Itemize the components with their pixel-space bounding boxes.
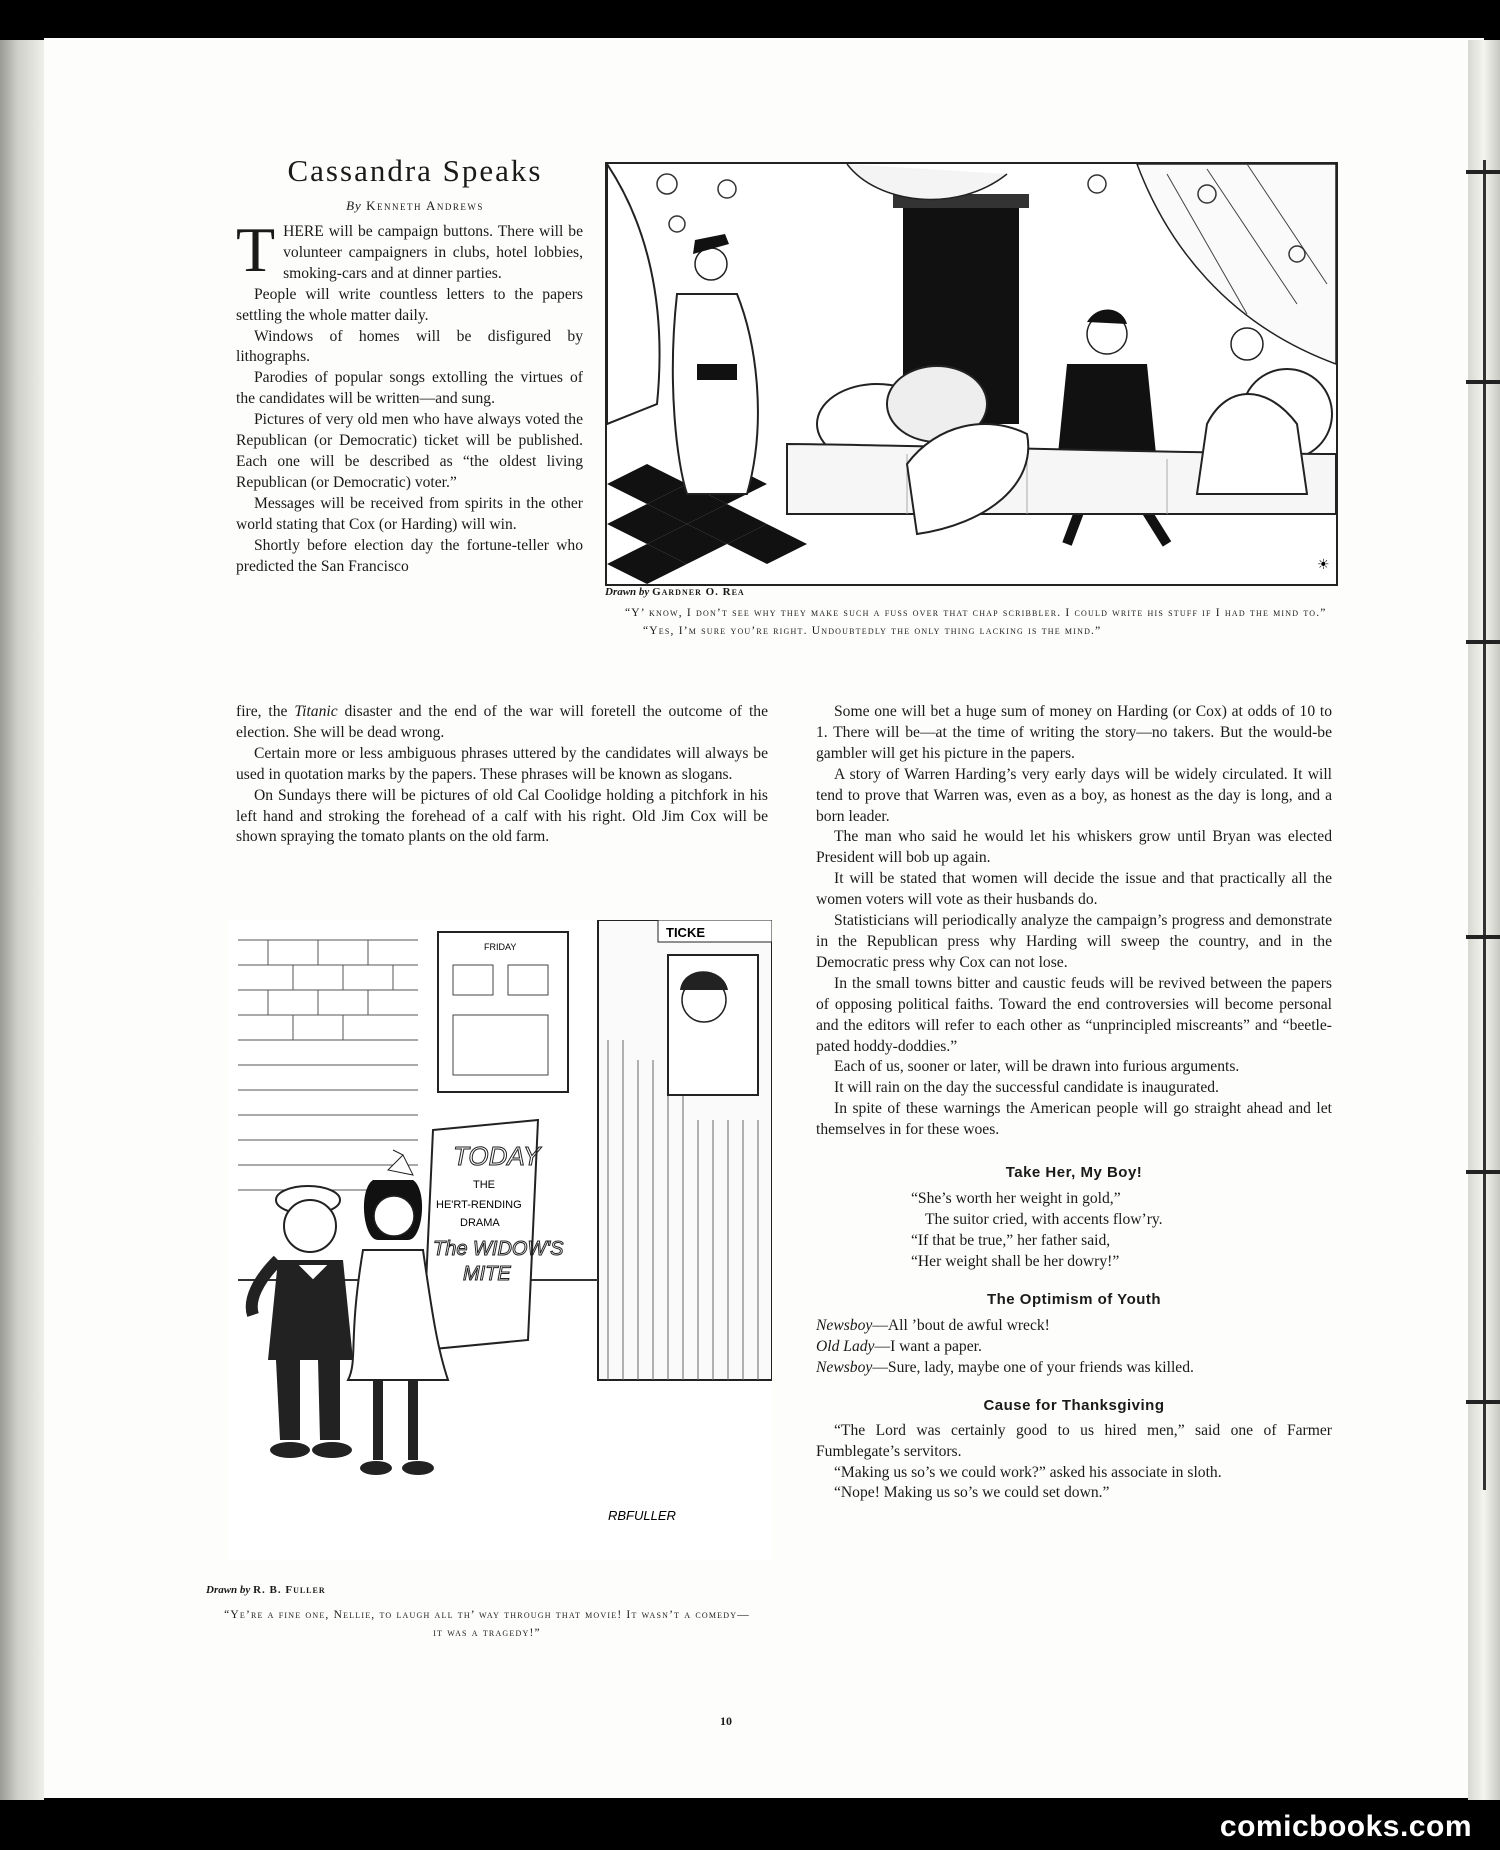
paragraph: In spite of these warnings the American people will go straight ahead and let themselves in for these woes. — [816, 1100, 1332, 1139]
dialogue-line: Newsboy—All ’bout de awful wreck! — [816, 1316, 1050, 1334]
cartoon-bottom-credit: Drawn by R. B. Fuller — [206, 1584, 326, 1596]
poem-title: Cause for Thanksgiving — [983, 1396, 1165, 1414]
poster-text: MITE — [463, 1263, 511, 1285]
article-column-right — [816, 702, 1332, 1504]
paragraph: “The Lord was certainly good to us hired men,” said one of Farmer Fumblegate’s servitors. — [816, 1421, 1332, 1460]
paragraph: It will rain on the day the successful candidate is inaugurated. — [834, 1079, 1219, 1097]
poem-line: The suitor cried, with accents flow’ry. — [925, 1210, 1163, 1228]
cartoon-illustration-bottom — [228, 920, 772, 1560]
site-watermark: comicbooks.com — [1219, 1810, 1472, 1843]
byline-author: Kenneth Andrews — [366, 198, 484, 213]
cartoon-drawing — [607, 164, 1336, 584]
poem-body — [911, 1188, 1332, 1272]
paragraph: Parodies of popular songs extolling the virtues of the candidates will be written—and sung. — [236, 369, 583, 408]
drop-cap: T — [236, 214, 276, 285]
paragraph: “Nope! Making us so’s we could set down.” — [834, 1484, 1110, 1502]
poem-title: Take Her, My Boy! — [1005, 1164, 1143, 1182]
article-column-left-wide — [236, 702, 768, 848]
binding-stitch — [1466, 1400, 1500, 1404]
paragraph: Pictures of very old men who have always voted the Republican (or Democratic) ticket will be published. Each one will be described as “the oldest living Republican (or Democratic) voter.” — [236, 411, 583, 491]
poster-text: HE'RT-RENDING — [436, 1199, 522, 1211]
paragraph: In the small towns bitter and caustic feuds will be revived between the papers of opposing political faiths. Toward the end controversies will become personal and the editors will refer to each other as “unprincipled miscreants” and “beetle-pated hoddy-doddies.” — [816, 974, 1332, 1055]
paragraph: Certain more or less ambiguous phrases uttered by the candidates will always be used in quotation marks by the papers. These phrases will be known as slogans. — [236, 744, 768, 783]
first-paragraph: THERE will be campaign buttons. There will be volunteer campaigners in clubs, hotel lobbies, smoking-cars and at dinner parties. — [236, 214, 583, 285]
binding-stitch — [1466, 640, 1500, 644]
caption-line: “Y’ know, I don’t see why they make such a fuss over that chap scribbler. I could write his stuff if I had the mind to.” — [625, 607, 1327, 619]
poem-line: “Her weight shall be her dowry!” — [911, 1252, 1120, 1270]
paragraph: Messages will be received from spirits in the other world stating that Cox (or Harding) will win. — [236, 494, 583, 533]
paragraph: People will write countless letters to the papers settling the whole matter daily. — [236, 285, 583, 324]
paragraph: Some one will bet a huge sum of money on Harding (or Cox) at odds of 10 to 1. There will be—at the time of writing the story—no takers. But the would-be gambler will get his picture in the papers. — [816, 703, 1332, 762]
paragraph: fire, the Titanic disaster and the end of the war will foretell the outcome of the election. She will be dead wrong. — [236, 703, 768, 741]
artist-signature: RBFULLER — [608, 1508, 676, 1523]
svg-text:☀: ☀ — [1317, 558, 1330, 573]
caption-line: “Yes, I’m sure you’re right. Undoubtedly the only thing lacking is the mind.” — [643, 625, 1102, 637]
cartoon-drawing — [228, 920, 772, 1560]
article-title: Cassandra Speaks — [287, 153, 543, 188]
poem-body — [816, 1421, 1332, 1505]
paragraph: Shortly before election day the fortune-teller who predicted the San Francisco — [236, 536, 583, 575]
cartoon-bottom-caption: “Ye’re a fine one, Nellie, to laugh all th’ way through that movie! It wasn’t a comedy—it was a tragedy!” — [224, 1609, 750, 1639]
poem-title: The Optimism of Youth — [986, 1290, 1162, 1308]
dialogue-line: Old Lady—I want a paper. — [816, 1337, 982, 1355]
page-number: 10 — [720, 1714, 732, 1728]
paragraph: Each of us, sooner or later, will be drawn into furious arguments. — [834, 1058, 1240, 1076]
binding-stitch — [1466, 170, 1500, 174]
book-spine-left — [0, 40, 44, 1800]
poster-text: THE — [473, 1179, 495, 1191]
paragraph: On Sundays there will be pictures of old Cal Coolidge holding a pitchfork in his left hand and stroking the forehead of a calf with his right. Old Jim Cox will be shown spraying the tomato plants on the old farm. — [236, 786, 768, 846]
poem-line: “If that be true,” her father said, — [911, 1231, 1111, 1249]
ticket-sign-text: TICKE — [666, 925, 705, 940]
dialogue-line: Newsboy—Sure, lady, maybe one of your friends was killed. — [816, 1358, 1194, 1376]
cartoon-top-caption — [625, 604, 1337, 640]
poem-line: “She’s worth her weight in gold,” — [911, 1189, 1121, 1207]
article-column-left — [236, 214, 583, 577]
poster-today-text: TODAY — [453, 1141, 541, 1171]
poster-text: The WIDOW'S — [433, 1238, 564, 1260]
byline-prefix: By — [346, 198, 362, 213]
poster-text: DRAMA — [460, 1217, 500, 1229]
paragraph: The man who said he would let his whiskers grow until Bryan was elected President will bob up again. — [816, 828, 1332, 867]
paragraph: “Making us so’s we could work?” asked his associate in sloth. — [834, 1463, 1222, 1481]
binding-stitch — [1466, 380, 1500, 384]
poster-friday-text: FRIDAY — [484, 942, 517, 952]
article-byline — [250, 198, 580, 214]
binding-stitch — [1466, 935, 1500, 939]
poem-body — [816, 1315, 1332, 1378]
paragraph: It will be stated that women will decide the issue and that practically all the women voters will vote as their husbands do. — [816, 870, 1332, 909]
binding-thread — [1483, 160, 1486, 1490]
paragraph: Windows of homes will be disfigured by lithographs. — [236, 327, 583, 366]
cartoon-illustration-top — [605, 162, 1338, 586]
paragraph: Statisticians will periodically analyze the campaign’s progress and demonstrate in the Republican press why Harding will sweep the country, and in the Democratic press why Cox can not lose. — [816, 912, 1332, 971]
cartoon-top-credit: Drawn by Gardner O. Rea — [605, 586, 745, 598]
binding-stitch — [1466, 1170, 1500, 1174]
paragraph: A story of Warren Harding’s very early days will be widely circulated. It will tend to prove that Warren was, even as a boy, as honest as the day is long, and a born leader. — [816, 765, 1332, 825]
